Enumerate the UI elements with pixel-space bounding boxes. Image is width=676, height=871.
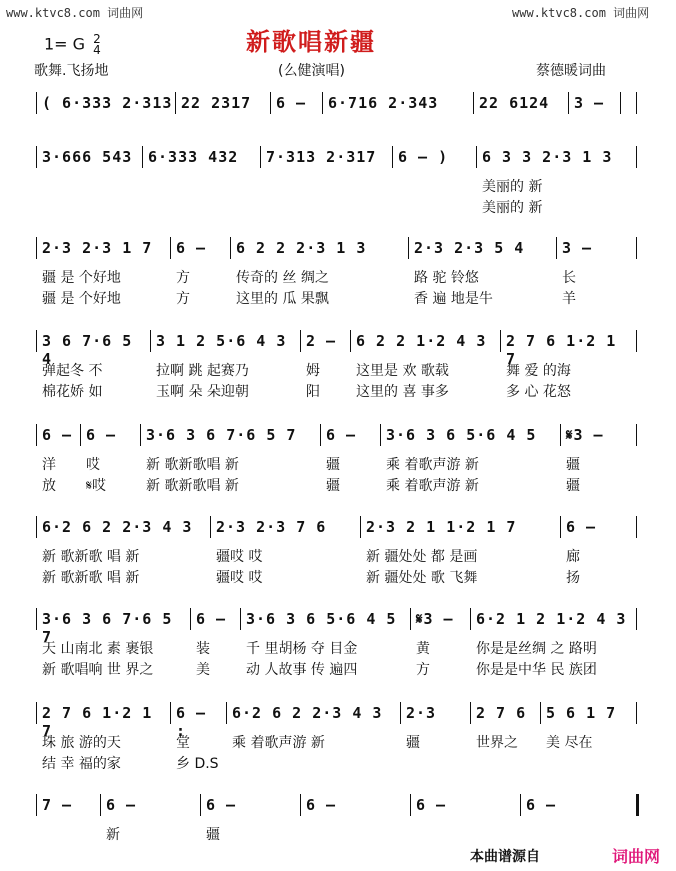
measure-notes: 3·6 3 6 7·6 5 7 (42, 610, 173, 646)
lyric-verse-2: 你是是中华 民 族团 (476, 662, 597, 678)
bar-line (470, 608, 471, 630)
lyric-verse-1: 世界之 (476, 735, 518, 751)
bar-line (470, 702, 471, 724)
bar-line (260, 146, 261, 168)
measure-notes: 6·2 1 2 1·2 4 3 (476, 610, 627, 628)
bar-line (300, 330, 301, 352)
lyric-verse-1: 拉啊 跳 起赛乃 (156, 363, 249, 379)
notation-line (0, 233, 676, 263)
measure-notes: 2 – (306, 332, 337, 350)
bar-line (380, 424, 381, 446)
lyric-verse-1: 疆 (406, 735, 420, 751)
measure-notes: 2·3 2·3 5 4 (414, 239, 525, 257)
bar-line (636, 516, 637, 538)
notation-line (0, 698, 676, 740)
measure-notes: 3 1 2 5·6 4 3 (156, 332, 287, 350)
measure-notes: 2 7 6 (476, 704, 527, 722)
singer-credit: (么健演唱) (278, 63, 345, 79)
bar-line (636, 92, 637, 114)
bar-line (36, 92, 37, 114)
measure-notes: 6 – ) (398, 148, 449, 166)
lyric-verse-2: 疆 (326, 478, 340, 494)
lyric-verse-1: 舞 爱 的海 (506, 363, 571, 379)
notation-line (0, 604, 676, 646)
measure-notes: 6 – (196, 610, 227, 628)
source-site: 词曲网 (612, 847, 661, 866)
measure-notes: 2·3 2 1 1·2 1 7 (366, 518, 517, 536)
lyric-verse-1: 疆 (326, 457, 340, 473)
lyric-verse-2: 疆 (566, 478, 580, 494)
bar-line (190, 608, 191, 630)
measure-notes: 6 – (206, 796, 237, 814)
measure-notes: 3 – (562, 239, 593, 257)
bar-line (142, 146, 143, 168)
lyric-verse-2: 香 遍 地是牛 (414, 291, 493, 307)
lyric-verse-1: 你是是丝绸 之 路明 (476, 641, 597, 657)
lyric-verse-2: 动 人故事 传 遍四 (246, 662, 358, 678)
lyric-verse-1: 新 疆处处 都 是画 (366, 549, 478, 565)
bar-line (240, 608, 241, 630)
lyric-verse-2: 羊 (562, 291, 576, 307)
measure-notes: ( 6·333 2·313 (42, 94, 173, 112)
bar-line (520, 794, 521, 816)
bar-line (476, 146, 477, 168)
measure-notes: 6 2 2 2·3 1 3 (236, 239, 367, 257)
lyric-verse-1: 哎 (86, 457, 100, 473)
lyric-verse-1: 廊 (566, 549, 580, 565)
bar-line (410, 608, 411, 630)
bar-line (36, 424, 37, 446)
measure-notes: 3·666 543 (42, 148, 133, 166)
bar-line (36, 516, 37, 538)
time-denominator: 4 (93, 43, 101, 57)
measure-notes: 3·6 3 6 5·6 4 5 (246, 610, 397, 628)
lyric-verse-2: 阳 (306, 384, 320, 400)
measure-notes: 2·3 2·3 1 7 (42, 239, 153, 257)
lyric-verse-1: 乘 着歌声游 新 (232, 735, 325, 751)
lyric-verse-1: 路 驼 铃悠 (414, 270, 479, 286)
measure-notes: 6 2 2 1·2 4 3 (356, 332, 487, 350)
bar-line (170, 237, 171, 259)
bar-line (140, 424, 141, 446)
bar-line (36, 702, 37, 724)
bar-line (170, 702, 171, 724)
lyric-verse-1: 疆哎 哎 (216, 549, 263, 565)
lyric-verse-2: 新 歌新歌 唱 新 (42, 570, 140, 586)
lyric-verse-1: 疆 是 个好地 (42, 270, 121, 286)
measure-notes: 2 7 6 1·2 1 7 (42, 704, 153, 740)
measure-notes: 6·716 2·343 (328, 94, 439, 112)
measure-notes: 6 – (306, 796, 337, 814)
lyric-verse-2: 乡 D.S (176, 756, 219, 772)
measure-notes: 6 – (526, 796, 557, 814)
lyric-verse-2: 美 (196, 662, 210, 678)
bar-line (636, 794, 639, 816)
lyric-verse-1: 方 (176, 270, 190, 286)
lyric-verse-1: 弹起冬 不 (42, 363, 103, 379)
measure-notes: 3·6 3 6 7·6 5 7 (146, 426, 297, 444)
bar-line (36, 237, 37, 259)
measure-notes: 6·2 6 2 2·3 4 3 (42, 518, 193, 536)
bar-line (150, 330, 151, 352)
measure-notes: 6 3 3 2·3 1 3 (482, 148, 613, 166)
lyric-verse-1: 美 尽在 (546, 735, 593, 751)
bar-line (500, 330, 501, 352)
lyric-verse-1: 黄 (416, 641, 430, 657)
bar-line (636, 330, 637, 352)
lyric-verse-1: 新 (106, 827, 120, 843)
bar-line (36, 608, 37, 630)
bar-line (300, 794, 301, 816)
bar-line (410, 794, 411, 816)
measure-notes: 6 – (42, 426, 73, 444)
bar-line (408, 237, 409, 259)
bar-line (556, 237, 557, 259)
song-title: 新歌唱新疆 (246, 27, 376, 56)
lyric-verse-2: 这里的 瓜 果飘 (236, 291, 329, 307)
lyric-verse-1: 新 歌新歌 唱 新 (42, 549, 140, 565)
measure-notes: 7·313 2·317 (266, 148, 377, 166)
lyric-verse-1: 这里是 欢 歌载 (356, 363, 449, 379)
bar-line (360, 516, 361, 538)
lyric-verse-2: 方 (176, 291, 190, 307)
lyric-verse-2: 新 歌唱响 世 界之 (42, 662, 154, 678)
bar-line (636, 702, 637, 724)
lyric-verse-2: 玉啊 朵 朵迎朝 (156, 384, 249, 400)
lyric-verse-1: 千 里胡杨 夺 目金 (246, 641, 358, 657)
bar-line (636, 608, 637, 630)
bar-line (230, 237, 231, 259)
measure-notes: 6 – (176, 239, 207, 257)
measure-notes: 6 – (106, 796, 137, 814)
measure-notes: 6 – (326, 426, 357, 444)
lyric-verse-1: 天 山南北 素 裹银 (42, 641, 154, 657)
lyric-verse-2: 疆哎 哎 (216, 570, 263, 586)
bar-line (636, 146, 637, 168)
lyric-verse-1: 珠 旅 游的天 (42, 735, 121, 751)
bar-line (400, 702, 401, 724)
album-name: 歌舞.飞扬地 (34, 63, 109, 79)
bar-line (36, 794, 37, 816)
lyric-verse-2: 疆 是 个好地 (42, 291, 121, 307)
bar-line (350, 330, 351, 352)
notation-line (0, 420, 676, 450)
measure-notes: 6 – (566, 518, 597, 536)
bar-line (620, 92, 621, 114)
bar-line (568, 92, 569, 114)
lyric-verse-1: 长 (562, 270, 576, 286)
measure-notes: 6 – (416, 796, 447, 814)
measure-notes: 2·3 2·3 7 6 (216, 518, 327, 536)
measure-notes: 22 2317 (181, 94, 252, 112)
lyric-verse-2: 𝄋哎 (86, 478, 107, 494)
bar-line (226, 702, 227, 724)
key-prefix: 1= G (44, 34, 86, 54)
lyric-verse-2: 乘 着歌声游 新 (386, 478, 479, 494)
lyric-verse-1: 堂 (176, 735, 190, 751)
notation-line (0, 88, 676, 118)
measure-notes: 6·2 6 2 2·3 4 3 (232, 704, 383, 722)
lyric-verse-1: 疆 (566, 457, 580, 473)
measure-notes: 𝄋3 – (416, 610, 454, 628)
bar-line (392, 146, 393, 168)
measure-notes: 6 – (86, 426, 117, 444)
lyric-verse-1: 疆 (206, 827, 220, 843)
lyric-verse-1: 姆 (306, 363, 320, 379)
measure-notes: 22 6124 (479, 94, 550, 112)
measure-notes: 3·6 3 6 5·6 4 5 (386, 426, 537, 444)
bar-line (636, 237, 637, 259)
bar-line (636, 424, 637, 446)
lyric-verse-2: 方 (416, 662, 430, 678)
key-signature (44, 34, 101, 56)
measure-notes: 2 7 6 1·2 1 7 (506, 332, 617, 368)
lyric-verse-2: 这里的 喜 事多 (356, 384, 449, 400)
source-label: 本曲谱源自 (470, 849, 540, 865)
lyric-verse-2: 结 幸 福的家 (42, 756, 121, 772)
lyric-verse-1: 传奇的 丝 绸之 (236, 270, 329, 286)
bar-line (473, 92, 474, 114)
bar-line (560, 516, 561, 538)
bar-line (320, 424, 321, 446)
lyric-verse-1: 洋 (42, 457, 56, 473)
bar-line (210, 516, 211, 538)
bar-line (540, 702, 541, 724)
bar-line (36, 330, 37, 352)
lyric-verse-2: 放 (42, 478, 56, 494)
lyric-verse-1: 装 (196, 641, 210, 657)
bar-line (322, 92, 323, 114)
bar-line (270, 92, 271, 114)
measure-notes: 6 – (276, 94, 307, 112)
time-numerator: 2 (93, 32, 101, 46)
measure-notes: 6·333 432 (148, 148, 239, 166)
lyric-verse-2: 美丽的 新 (482, 200, 543, 216)
measure-notes: 3 – (574, 94, 605, 112)
watermark-right: www.ktvc8.com 词曲网 (512, 6, 650, 20)
notation-line (0, 790, 676, 820)
bar-line (560, 424, 561, 446)
notation-line (0, 142, 676, 172)
lyricist-composer: 蔡德暖词曲 (536, 63, 606, 79)
bar-line (80, 424, 81, 446)
notation-line (0, 326, 676, 368)
watermark-left: www.ktvc8.com 词曲网 (6, 6, 144, 20)
measure-notes: 𝄋3 – (566, 426, 604, 444)
lyric-verse-1: 美丽的 新 (482, 179, 543, 195)
bar-line (36, 146, 37, 168)
lyric-verse-1: 新 歌新歌唱 新 (146, 457, 239, 473)
bar-line (200, 794, 201, 816)
measure-notes: 5 6 1 7 (546, 704, 617, 722)
lyric-verse-2: 新 疆处处 歌 飞舞 (366, 570, 478, 586)
bar-line (100, 794, 101, 816)
lyric-verse-2: 多 心 花怒 (506, 384, 571, 400)
measure-notes: 6 – : (176, 704, 207, 740)
lyric-verse-2: 棉花娇 如 (42, 384, 103, 400)
bar-line (175, 92, 176, 114)
lyric-verse-2: 新 歌新歌唱 新 (146, 478, 239, 494)
lyric-verse-1: 乘 着歌声游 新 (386, 457, 479, 473)
measure-notes: 3 6 7·6 5 4 (42, 332, 133, 368)
measure-notes: 2·3 (406, 704, 437, 722)
measure-notes: 7 – (42, 796, 73, 814)
time-signature (93, 34, 101, 56)
notation-line (0, 512, 676, 542)
lyric-verse-2: 扬 (566, 570, 580, 586)
